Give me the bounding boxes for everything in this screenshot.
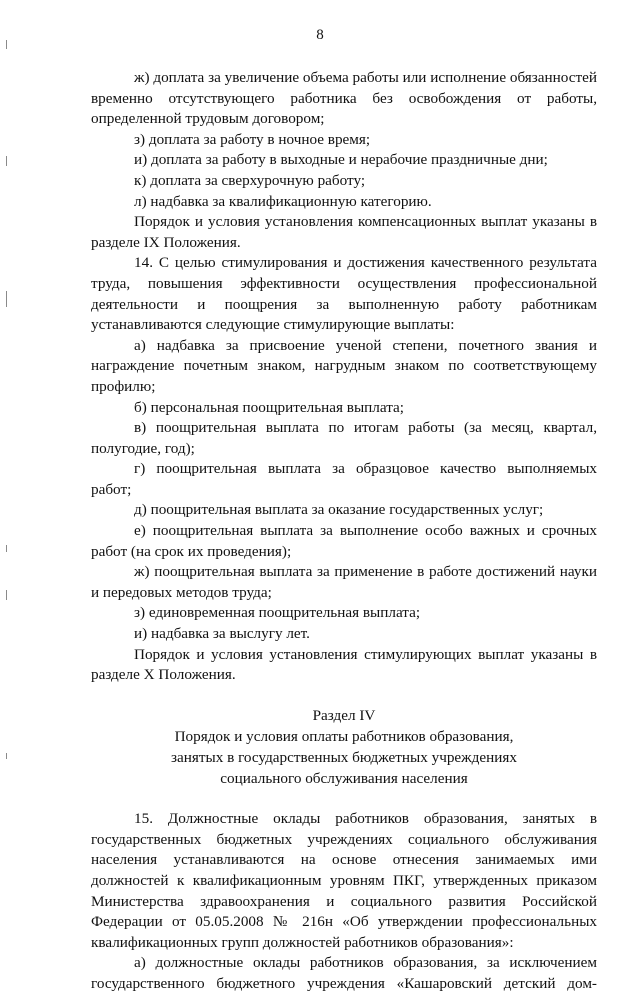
list-item: д) поощрительная выплата за оказание государственных услуг; <box>134 501 544 519</box>
list-item: е) поощрительная выплата за выполнение особо важных и срочных работ (на срок их проведения); <box>91 522 597 560</box>
section-label: Раздел IV <box>312 706 376 724</box>
page-number: 8 <box>316 27 324 43</box>
list-item: в) поощрительная выплата по итогам работы (за месяц, квартал, полугодие, год); <box>91 419 597 457</box>
left-margin-marks <box>6 0 10 905</box>
section-title-line: занятых в государственных бюджетных учреждениях <box>171 749 517 766</box>
list-item: з) доплата за работу в ночное время; <box>134 130 371 148</box>
list-item: ж) поощрительная выплата за применение в работе достижений науки и передовых методов труда; <box>91 563 597 601</box>
list-item: а) надбавка за присвоение ученой степени, почетного звания и награждение почетным знаком, нагрудным знаком по соответствующему профилю; <box>91 336 597 395</box>
list-item: ж) доплата за увеличение объема работы или исполнение обязанностей временно отсутствующего работника без освобождения от работы, определенной трудовым договором; <box>91 69 597 128</box>
section-title-line: Порядок и условия оплаты работников образования, <box>174 728 514 746</box>
paragraph-stimulating: Порядок и условия установления стимулирующих выплат указаны в разделе X Положения. <box>91 645 597 684</box>
list-item: к) доплата за сверхурочную работу; <box>134 171 366 189</box>
paragraph-compensation: Порядок и условия установления компенсационных выплат указаны в разделе IX Положения. <box>91 213 597 251</box>
paragraph-item-14: 14. С целью стимулирования и достижения качественного результата труда, повышения эффективности осуществления профессиональной деятельности и поощрения за выполненную работу работникам устанавливаются следующие стимулирующие выплаты: <box>91 254 597 334</box>
list-item: г) поощрительная выплата за образцовое качество выполняемых работ; <box>91 460 597 498</box>
paragraph-item-15a-line: государственного бюджетного учреждения «Кашаровский детский дом- <box>91 974 597 992</box>
spacer <box>91 686 597 706</box>
paragraph-item-15: 15. Должностные оклады работников образования, занятых в государственных бюджетных учреждениях социального обслуживания населения устанавливаются на основе отнесения занимаемых ими должностей к квалификационным уровням ПКГ, утвержденных приказом Министерства здравоохранения и социального развития Российской Федерации от 05.05.2008 № 216н «Об утверждении профессиональных квалификационных групп должностей работников образования»: <box>91 810 597 951</box>
list-item: и) надбавка за выслугу лет. <box>134 625 310 643</box>
document-body <box>91 68 597 995</box>
list-item: л) надбавка за квалификационную категорию. <box>134 192 432 210</box>
paragraph-item-15a-line: а) должностные оклады работников образования, за исключением <box>134 954 597 972</box>
list-item: з) единовременная поощрительная выплата; <box>134 604 421 622</box>
spacer <box>91 789 597 809</box>
list-item: б) персональная поощрительная выплата; <box>134 398 405 416</box>
list-item: и) доплата за работу в выходные и нерабочие праздничные дни; <box>134 151 548 169</box>
section-title-line: социального обслуживания населения <box>220 769 468 787</box>
